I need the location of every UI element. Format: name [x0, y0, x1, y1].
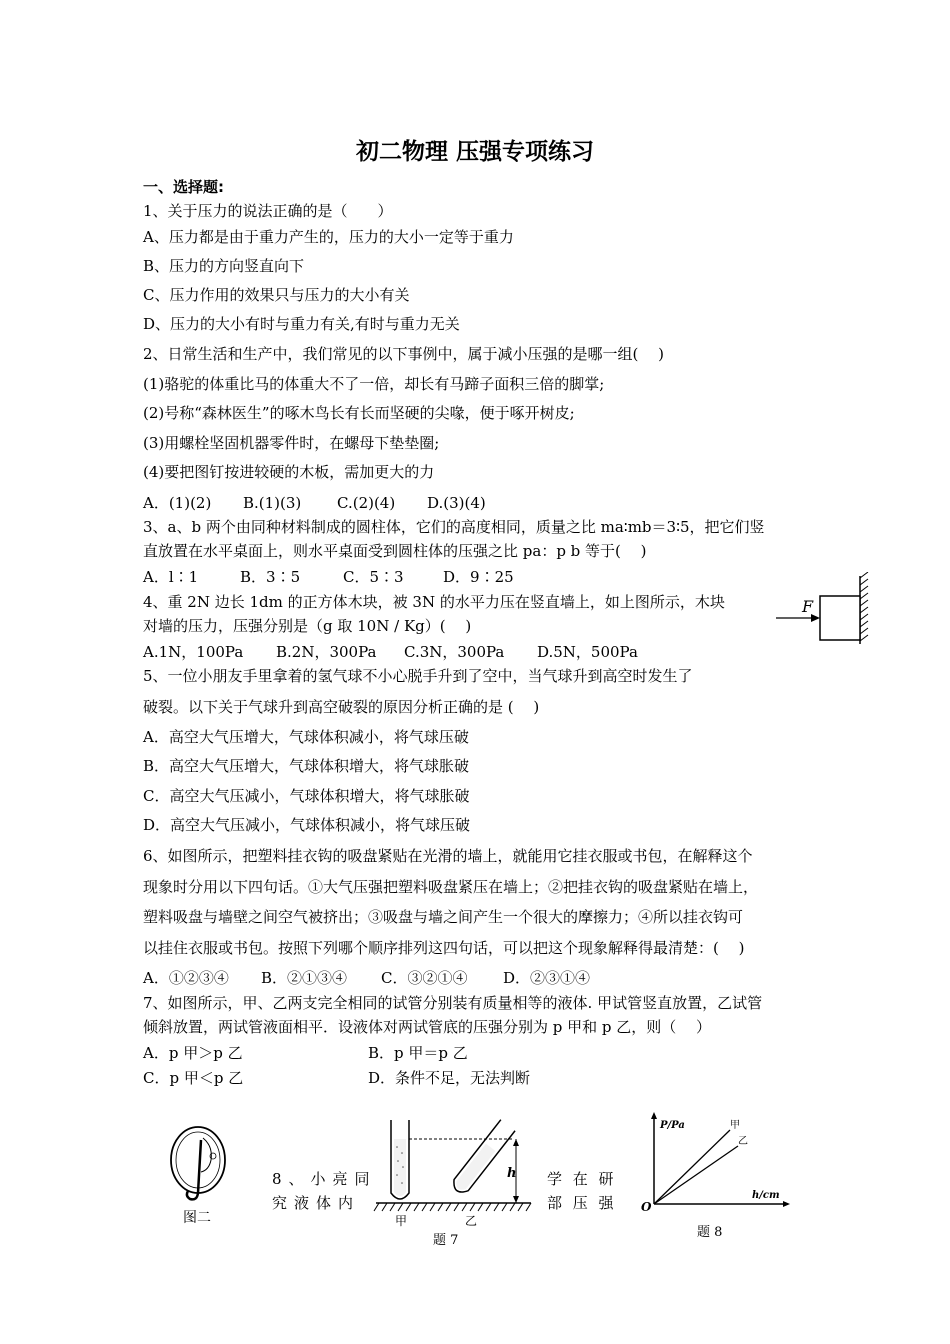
q5-option-a: A．高空大气压增大，气球体积减小，将气球压破 — [143, 728, 469, 746]
q6-line-1: 6、如图所示，把塑料挂衣钩的吸盘紧贴在光滑的墙上，就能用它挂衣服或书包，在解释这个 — [143, 847, 753, 865]
q2-stem: 2、日常生活和生产中，我们常见的以下事例中，属于减小压强的是哪一组( ) — [143, 345, 665, 363]
q6-option-a: A．①②③④ — [143, 969, 229, 987]
q6-options — [143, 968, 590, 988]
q6-line-3: 塑料吸盘与墙壁之间空气被挤出；③吸盘与墙之间产生一个很大的摩擦力；④所以挂衣钩可 — [143, 908, 744, 926]
q2-option-a: A．(1)(2) — [143, 494, 212, 512]
q8-text-right-2: 部 压 强 — [547, 1194, 617, 1212]
figure-7-jia-label: 甲 — [395, 1214, 408, 1228]
q7-line-2: 倾斜放置，两试管液面相平．设液体对两试管底的压强分别为 p 甲和 p 乙，则（ ） — [143, 1018, 712, 1036]
suction-hook-figure — [165, 1118, 240, 1218]
q3-option-a: A．l∶1 — [143, 568, 199, 586]
q5-option-b: B．高空大气压增大，气球体积增大，将气球胀破 — [143, 757, 470, 775]
q4-line-2: 对墙的压力，压强分别是（g 取 10N / Kg）( ) — [143, 617, 472, 635]
q5-line-1: 5、一位小朋友手里拿着的氢气球不小心脱手升到了空中，当气球升到高空时发生了 — [143, 667, 693, 685]
q2-item-2: (2)号称“森林医生”的啄木鸟长有长而坚硬的尖喙，便于啄开树皮; — [143, 404, 575, 422]
q2-item-1: (1)骆驼的体重比马的体重大不了一倍，却长有马蹄子面积三倍的脚掌; — [143, 375, 605, 393]
figure-7-caption: 题 7 — [433, 1233, 459, 1248]
pressure-depth-graph — [638, 1108, 798, 1213]
q4-option-c: C.3N，300Pa — [404, 643, 505, 661]
q7-option-c: C．p 甲＜p 乙 — [143, 1069, 244, 1087]
q2-option-d: D.(3)(4) — [427, 494, 486, 512]
q4-option-b: B.2N，300Pa — [276, 643, 377, 661]
graph-x-axis-label: h/cm — [752, 1190, 780, 1201]
q2-item-4: (4)要把图钉按进较硬的木板，需加更大的力 — [143, 463, 435, 481]
page-title: 初二物理 压强专项练习 — [355, 139, 594, 165]
q7-line-1: 7、如图所示，甲、乙两支完全相同的试管分别装有质量相等的液体. 甲试管竖直放置，乙试管 — [143, 994, 763, 1012]
q1-stem: 1、关于压力的说法正确的是（ ） — [143, 202, 393, 220]
q3-option-c: C．5∶3 — [343, 568, 404, 586]
q5-option-c: C．高空大气压减小，气球体积增大，将气球胀破 — [143, 787, 470, 805]
q7-options-row-2 — [143, 1068, 530, 1088]
q6-line-2: 现象时分用以下四句话。①大气压强把塑料吸盘紧压在墙上；②把挂衣钩的吸盘紧贴在墙上， — [143, 878, 759, 896]
q1-option-b: B、压力的方向竖直向下 — [143, 257, 305, 275]
q4-line-1: 4、重 2N 边长 1dm 的正方体木块，被 3N 的水平力压在竖直墙上，如上图所示，木块 — [143, 593, 725, 611]
q7-option-b: B．p 甲＝p 乙 — [368, 1044, 468, 1062]
q3-option-b: B．3∶5 — [240, 568, 301, 586]
q3-line-1: 3、a、b 两个由同种材料制成的圆柱体，它们的高度相同，质量之比 ma∶mb＝3∶5，把它们竖 — [143, 518, 765, 536]
q6-option-c: C．③②①④ — [381, 969, 468, 987]
q4-force-figure — [772, 572, 882, 647]
q5-option-d: D．高空大气压减小，气球体积减小，将气球压破 — [143, 816, 471, 834]
q4-options — [143, 642, 638, 662]
section-heading: 一、选择题: — [143, 178, 224, 196]
q1-option-d: D、压力的大小有时与重力有关,有时与重力无关 — [143, 315, 460, 333]
q3-line-2: 直放置在水平桌面上，则水平桌面受到圆柱体的压强之比 pa：p b 等于( ) — [143, 542, 647, 560]
q4-force-label: F — [802, 597, 814, 616]
figure-2-caption: 图二 — [183, 1210, 211, 1226]
q4-option-d: D.5N，500Pa — [537, 643, 638, 661]
q3-option-d: D．9∶25 — [443, 568, 514, 586]
q3-options — [143, 567, 514, 587]
figure-7-yi-label: 乙 — [465, 1214, 478, 1228]
q4-option-a: A.1N，100Pa — [143, 643, 244, 661]
q7-options-row-1 — [143, 1043, 468, 1063]
q8-text-left-1: 8、小亮同 — [272, 1170, 377, 1188]
q7-option-d: D．条件不足，无法判断 — [368, 1069, 531, 1087]
q7-option-a: A．p 甲＞p 乙 — [143, 1044, 243, 1062]
graph-line-yi-label: 乙 — [738, 1136, 748, 1147]
q2-option-c: C.(2)(4) — [337, 494, 396, 512]
figure-7-h-label: h — [507, 1166, 517, 1181]
q6-option-b: B．②①③④ — [261, 969, 348, 987]
q1-option-a: A、压力都是由于重力产生的，压力的大小一定等于重力 — [143, 228, 514, 246]
test-tubes-figure — [373, 1115, 538, 1230]
figure-8-caption: 题 8 — [697, 1225, 723, 1240]
graph-line-jia-label: 甲 — [730, 1120, 740, 1131]
q5-line-2: 破裂。以下关于气球升到高空破裂的原因分析正确的是 ( ) — [143, 698, 540, 716]
q2-item-3: (3)用螺栓坚固机器零件时，在螺母下垫垫圈; — [143, 434, 440, 452]
q6-option-d: D．②③①④ — [503, 969, 591, 987]
q8-text-right-1: 学 在 研 — [547, 1170, 617, 1188]
q2-options — [143, 493, 486, 513]
q2-option-b: B.(1)(3) — [243, 494, 302, 512]
graph-origin-label: O — [641, 1200, 652, 1213]
q6-line-4: 以挂住衣服或书包。按照下列哪个顺序排列这四句话，可以把这个现象解释得最清楚：( ) — [143, 939, 745, 957]
q1-option-c: C、压力作用的效果只与压力的大小有关 — [143, 286, 410, 304]
q8-text-left-2: 究液体内 — [272, 1194, 361, 1212]
graph-y-axis-label: P/Pa — [660, 1120, 685, 1131]
